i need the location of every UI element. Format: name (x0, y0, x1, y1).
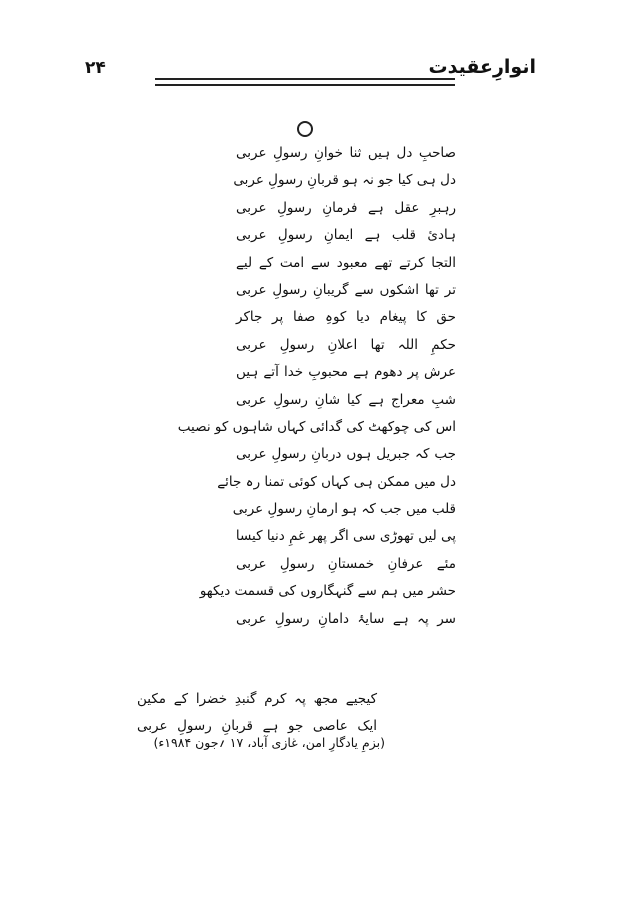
verse-line: دل میں ممکن ہی کہاں کوئی تمنا رہ جائے (217, 473, 456, 490)
closing-line: کیجیے مجھ پہ کرم گنبدِ خضرا کے مکین (137, 691, 377, 707)
verse-line: التجا کرتے تھے معبود سے امت کے لیے (236, 254, 456, 271)
book-title: انوارِعقیدت (428, 56, 536, 78)
verse-line: دل ہی کیا جو نہ ہو قربانِ رسولِ عربی (233, 172, 456, 189)
verse-line: قلب میں جب کہ ہو ارمانِ رسولِ عربی (232, 501, 456, 518)
verse-line: عرش پر دھوم ہے محبوبِ خدا آتے ہیں (236, 364, 456, 381)
poem-attribution: (بزمِ یادگارِ امن، غازی آباد، ۱۷ ؍جون ۱۹۸۴ء) (153, 735, 385, 750)
verse-line: سر پہ ہے سایۂ دامانِ رسولِ عربی (236, 610, 456, 627)
verse-line: صاحبِ دل ہیں ثنا خوانِ رسولِ عربی (236, 145, 456, 161)
verse-line: پی لیں تھوڑی سی اگر پھر غمِ دنیا کیسا (235, 528, 456, 545)
verse-line: حکمِ اللہ تھا اعلانِ رسولِ عربی (236, 336, 456, 353)
header-rule-bottom (155, 84, 455, 86)
header-rule-top (155, 78, 455, 80)
verse-line: تر تھا اشکوں سے گریبانِ رسولِ عربی (236, 281, 456, 298)
page-number: ۲۴ (85, 58, 106, 78)
closing-couplet (137, 686, 377, 741)
verse-line: جب کہ جبریل ہوں دربانِ رسولِ عربی (236, 446, 456, 463)
verse-line: ہادیٔ قلب ہے ایمانِ رسولِ عربی (236, 227, 456, 244)
verse-line: اس کی چوکھٹ کی گدائی کہاں شاہوں کو نصیب (177, 418, 456, 435)
verse-line: حق کا پیغام دیا کوہِ صفا پر جاکر (236, 309, 456, 326)
verse-line: مئے عرفانِ خمستانِ رسولِ عربی (236, 555, 456, 572)
verse-line: رہبرِ عقل ہے فرمانِ رسولِ عربی (236, 199, 456, 216)
verse-line: شبِ معراج ہے کیا شانِ رسولِ عربی (236, 391, 456, 408)
verse-line: حشر میں ہم سے گنہگاروں کی قسمت دیکھو (199, 583, 456, 600)
section-ornament-icon (297, 121, 313, 137)
closing-line: ایک عاصی جو ہے قربانِ رسولِ عربی (137, 718, 377, 735)
poem-body (177, 140, 456, 633)
